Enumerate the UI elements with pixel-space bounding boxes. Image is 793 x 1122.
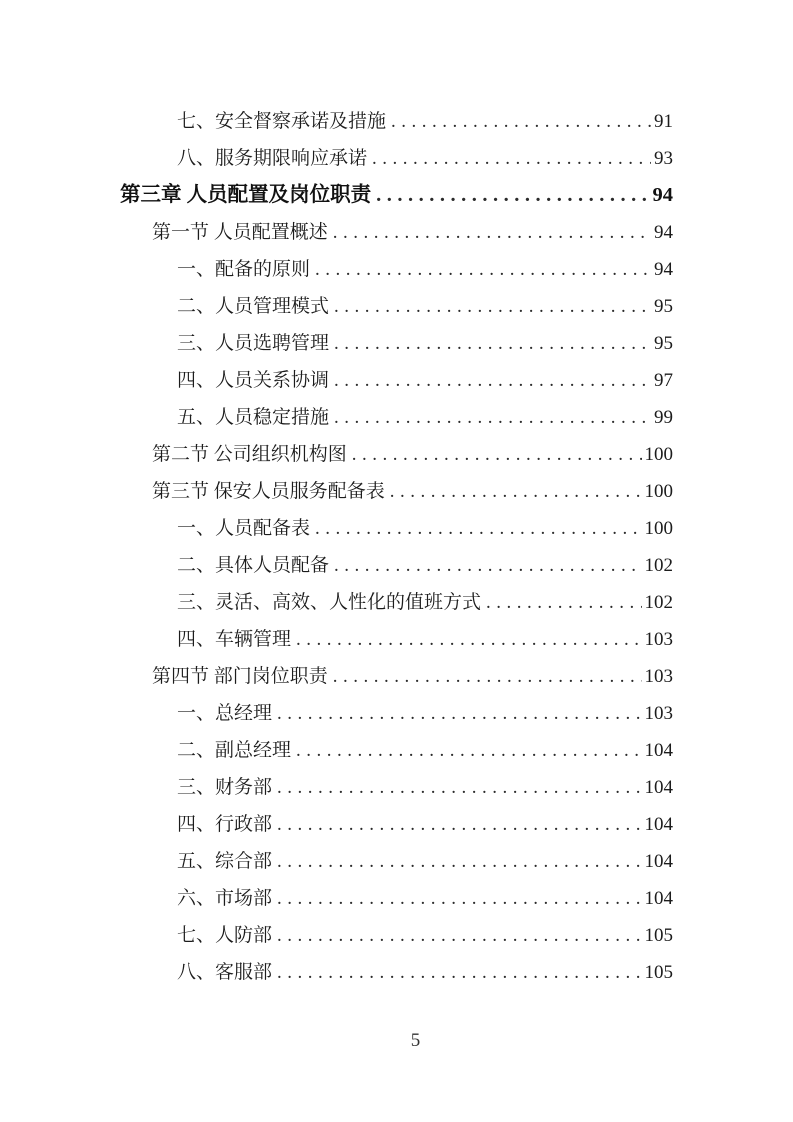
toc-entry-title: 二、人员管理模式 <box>177 296 330 317</box>
toc-entry-title: 七、人防部 <box>177 925 273 946</box>
toc-entry-title: 第四节 部门岗位职责 <box>152 666 328 687</box>
toc-leader-dots <box>486 584 641 621</box>
toc-entry[interactable] <box>120 843 673 880</box>
toc-entry-title: 一、总经理 <box>177 703 273 724</box>
toc-entry-title: 第三章 人员配置及岗位职责 <box>120 184 372 206</box>
page-footer <box>0 1028 793 1054</box>
toc-entry-title: 八、客服部 <box>177 962 273 983</box>
toc-page-number: 102 <box>644 555 673 576</box>
toc-entry[interactable] <box>120 917 673 954</box>
toc-entry-title: 二、副总经理 <box>177 740 292 761</box>
toc-page-number: 104 <box>644 814 673 835</box>
toc-entry[interactable] <box>120 473 673 510</box>
toc-entry-title: 三、灵活、高效、人性化的值班方式 <box>177 592 482 613</box>
toc-entry[interactable] <box>120 547 673 584</box>
toc-page-number: 103 <box>644 666 673 687</box>
toc-entry[interactable] <box>120 325 673 362</box>
toc-leader-dots <box>277 917 641 954</box>
toc-entry-title: 四、人员关系协调 <box>177 370 330 391</box>
toc-entry-title: 四、行政部 <box>177 814 273 835</box>
toc-page-number: 99 <box>654 407 673 428</box>
toc-entry[interactable] <box>120 584 673 621</box>
toc-entry[interactable] <box>120 436 673 473</box>
toc-entry[interactable] <box>120 954 673 991</box>
toc-entry-title: 五、综合部 <box>177 851 273 872</box>
table-of-contents <box>120 103 673 991</box>
toc-leader-dots <box>334 362 651 399</box>
toc-page-number: 93 <box>654 148 673 169</box>
toc-entry-title: 五、人员稳定措施 <box>177 407 330 428</box>
toc-page-number: 91 <box>654 111 673 132</box>
toc-entry-title: 第二节 公司组织机构图 <box>152 444 347 465</box>
toc-page-number: 102 <box>644 592 673 613</box>
toc-leader-dots <box>372 140 651 177</box>
toc-entry-title: 一、人员配备表 <box>177 518 311 539</box>
toc-leader-dots <box>277 806 641 843</box>
toc-leader-dots <box>334 325 651 362</box>
toc-entry-title: 六、市场部 <box>177 888 273 909</box>
toc-leader-dots <box>333 658 642 695</box>
toc-leader-dots <box>334 547 641 584</box>
toc-entry-title: 七、安全督察承诺及措施 <box>177 111 387 132</box>
toc-page-number: 105 <box>644 962 673 983</box>
toc-leader-dots <box>296 732 641 769</box>
toc-entry[interactable] <box>120 621 673 658</box>
toc-page-number: 95 <box>654 296 673 317</box>
toc-entry[interactable] <box>120 251 673 288</box>
toc-entry-title: 八、服务期限响应承诺 <box>177 148 368 169</box>
toc-page-number: 100 <box>644 518 673 539</box>
toc-entry[interactable] <box>120 880 673 917</box>
toc-page-number: 100 <box>644 481 673 502</box>
toc-page-number: 97 <box>654 370 673 391</box>
toc-leader-dots <box>277 954 641 991</box>
toc-entry[interactable] <box>120 510 673 547</box>
toc-entry[interactable] <box>120 806 673 843</box>
toc-leader-dots <box>277 695 641 732</box>
toc-entry-title: 四、车辆管理 <box>177 629 292 650</box>
toc-leader-dots <box>391 103 651 140</box>
toc-entry[interactable] <box>120 732 673 769</box>
toc-entry[interactable] <box>120 399 673 436</box>
toc-leader-dots <box>315 251 651 288</box>
toc-page-number: 94 <box>652 184 673 206</box>
toc-entry-title: 一、配备的原则 <box>177 259 311 280</box>
toc-page-number: 103 <box>644 703 673 724</box>
toc-entry[interactable] <box>120 362 673 399</box>
toc-leader-dots <box>376 177 649 214</box>
toc-leader-dots <box>334 288 651 325</box>
toc-leader-dots <box>352 436 642 473</box>
toc-page-number: 104 <box>644 851 673 872</box>
toc-entry[interactable] <box>120 695 673 732</box>
toc-leader-dots <box>296 621 641 658</box>
toc-entry[interactable] <box>120 177 673 214</box>
toc-entry-title: 第三节 保安人员服务配备表 <box>152 481 385 502</box>
toc-page-number: 95 <box>654 333 673 354</box>
toc-leader-dots <box>334 399 651 436</box>
toc-leader-dots <box>277 880 641 917</box>
toc-entry[interactable] <box>120 769 673 806</box>
toc-entry-title: 第一节 人员配置概述 <box>152 222 328 243</box>
toc-page-number: 104 <box>644 888 673 909</box>
toc-entry[interactable] <box>120 103 673 140</box>
toc-page-number: 94 <box>654 222 673 243</box>
toc-leader-dots <box>315 510 641 547</box>
toc-page-number: 94 <box>654 259 673 280</box>
toc-entry-title: 三、人员选聘管理 <box>177 333 330 354</box>
toc-leader-dots <box>277 843 641 880</box>
toc-page-number: 103 <box>644 629 673 650</box>
toc-entry-title: 三、财务部 <box>177 777 273 798</box>
toc-page-number: 105 <box>644 925 673 946</box>
toc-entry[interactable] <box>120 658 673 695</box>
toc-leader-dots <box>277 769 641 806</box>
toc-entry-title: 二、具体人员配备 <box>177 555 330 576</box>
footer-page-number: 5 <box>410 1030 421 1051</box>
toc-page-number: 104 <box>644 740 673 761</box>
toc-leader-dots <box>390 473 642 510</box>
toc-page-number: 104 <box>644 777 673 798</box>
toc-entry[interactable] <box>120 288 673 325</box>
toc-entry[interactable] <box>120 140 673 177</box>
toc-entry[interactable] <box>120 214 673 251</box>
toc-leader-dots <box>333 214 651 251</box>
toc-page-number: 100 <box>644 444 673 465</box>
